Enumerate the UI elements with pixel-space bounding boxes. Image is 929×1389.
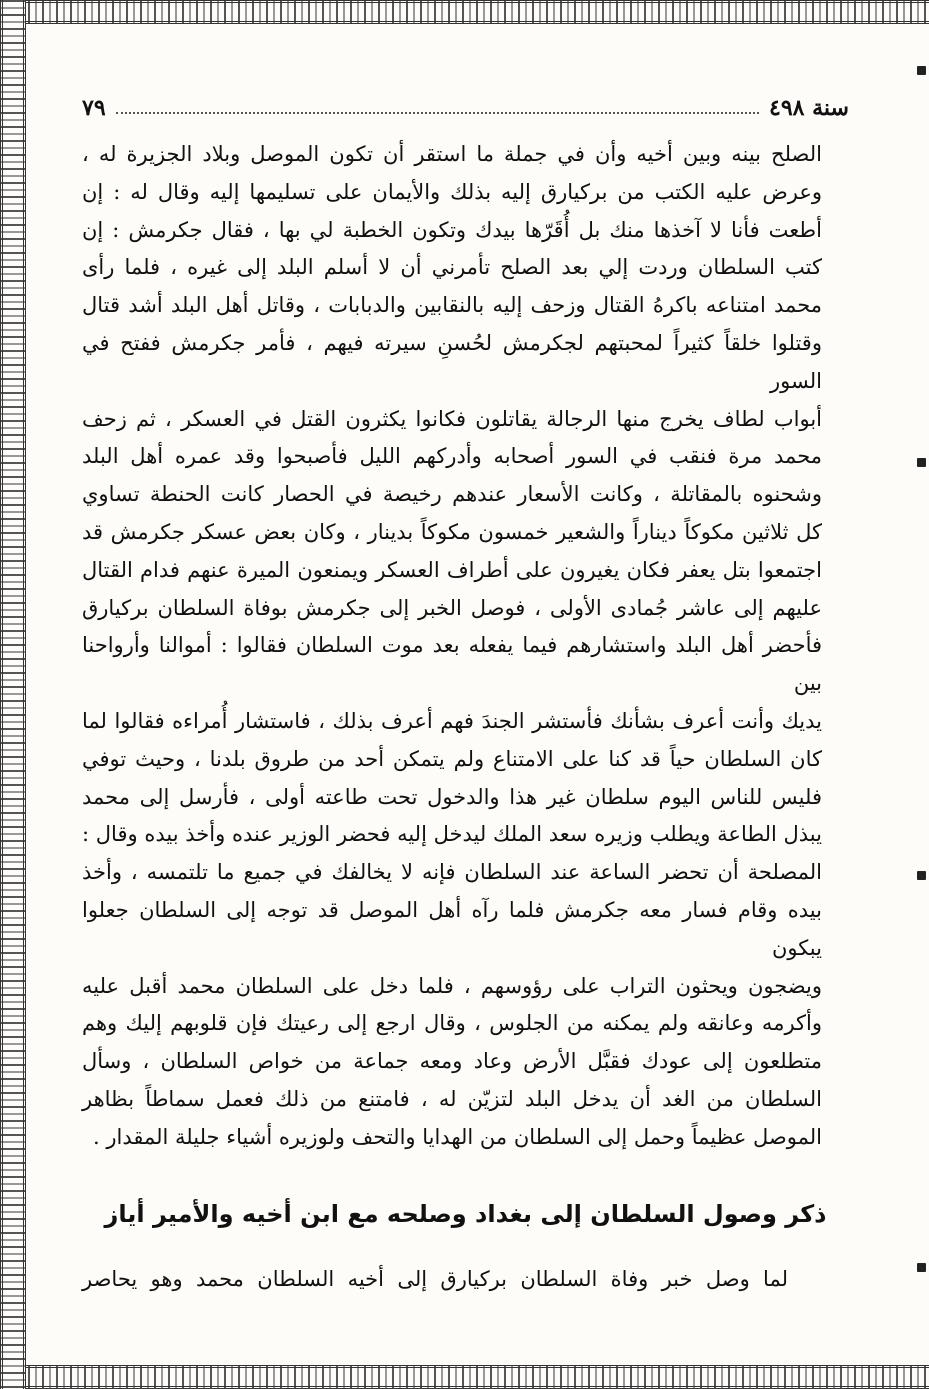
text-line: السلطان من الغد أن يدخل البلد لتزيّن له ، فامتنع من ذلك فعمل سماطاً بظاهر xyxy=(82,1086,822,1111)
text-line: أطعت فأنا لا آخذها منك بل أُقَرّها بيدك وتكون الخطبة لي بها ، فقال جكرمش : إن xyxy=(82,217,822,242)
text-line: وعرض عليه الكتب من بركيارق إليه بذلك والأيمان على تسليمها إليه وقال له : إن xyxy=(82,179,822,204)
margin-bullet-mark xyxy=(917,458,926,467)
text-line: ويضجون ويحثون التراب على رؤوسهم ، فلما دخل على السلطان محمد أقبل عليه xyxy=(82,973,822,998)
year-label: سنة ٤٩٨ xyxy=(769,95,849,121)
text-line: الصلح بينه وبين أخيه وأن في جملة ما استقر أن تكون الموصل وبلاد الجزيرة له ، xyxy=(82,142,822,166)
text-line: المصلحة أن تحضر الساعة عند السلطان فإنه لا يخالفك في جميع ما تلتمسه ، وأخذ xyxy=(82,860,822,885)
main-text-block xyxy=(82,136,822,1157)
section-heading: ذكر وصول السلطان إلى بغداد وصلحه مع ابن أخيه والأمير أياز xyxy=(104,1200,827,1228)
text-line: وقتلوا خلقاً كثيراً لمحبتهم لجكرمش لحُسنِ سيرته فيهم ، فأمر جكرمش ففتح في السور xyxy=(82,330,822,393)
margin-bullet-mark xyxy=(917,871,926,880)
text-line: وأكرمه وعانقه ولم يمكنه من الجلوس ، وقال ارجع إلى رعيتك فإن قلوبهم إليك وهم xyxy=(82,1011,822,1036)
text-line: يبذل الطاعة ويطلب وزيره سعد الملك ليدخل إليه فحضر الوزير عنده وأخذ بيده وقال : xyxy=(82,822,822,847)
text-line: كل ثلاثين مكوكاً ديناراً والشعير خمسون مكوكاً بدينار ، وكان بعض عسكر جكرمش قد xyxy=(82,519,822,544)
text-line: كتب السلطان وردت إلي بعد الصلح تأمرني أن لا أسلم البلد إلى غيره ، فلما رأى xyxy=(82,255,822,280)
text-line: فليس للناس اليوم سلطان غير هذا والدخول تحت طاعته أولى ، فأرسل إلى محمد xyxy=(82,784,822,809)
text-line: اجتمعوا بتل يعفر فكان يغيرون على أطراف العسكر ويمنعون الميرة عنهم فدام القتال xyxy=(82,557,822,582)
text-line: يديك وأنت أعرف بشأنك فأستشر الجندَ فهم أعرف بذلك ، فاستشار أُمراءه فقالوا لما xyxy=(82,708,822,733)
text-line-last: الموصل عظيماً وحمل إلى السلطان من الهدايا والتحف ولوزيره أشياء جليلة المقدار . xyxy=(93,1124,822,1149)
text-line: بيده وقام فسار معه جكرمش فلما رآه أهل الموصل قد توجه إلى السلطان جعلوا يبكون xyxy=(82,897,822,960)
text-line: عليهم إلى عاشر جُمادى الأولى ، فوصل الخبر إلى جكرمش بوفاة السلطان بركيارق xyxy=(82,595,822,620)
page-number: ٧٩ xyxy=(82,95,106,121)
bottom-ornamental-border xyxy=(0,1365,929,1389)
header-dot-leader xyxy=(116,112,759,114)
left-ornamental-border xyxy=(0,0,26,1389)
text-line: فأحضر أهل البلد واستشارهم فيما يفعله بعد موت السلطان فقالوا : أموالنا وأرواحنا بين xyxy=(82,633,822,696)
text-line: متطلعون إلى عودك فقبَّل الأرض وعاد ومعه جماعة من خواص السلطان ، وسأل xyxy=(82,1049,822,1074)
text-line: وشحنوه بالمقاتلة ، وكانت الأسعار عندهم رخيصة في الحصار كانت الحنطة تساوي xyxy=(82,482,822,507)
text-line: محمد مرة فنقب في السور أصحابه وأدركهم الليل فأصبحوا وقد عمره أهل البلد xyxy=(82,444,822,469)
text-line: محمد امتناعه باكرهُ القتال وزحف إليه بالنقابين والدبابات ، وقاتل أهل البلد أشد قتال xyxy=(82,293,822,318)
text-line: كان السلطان حياً قد كنا على الامتناع ولم يتمكن أحد من طروق بلدنا ، وحيث توفي xyxy=(82,746,822,771)
running-header xyxy=(82,94,849,122)
section-first-line: لما وصل خبر وفاة السلطان بركيارق إلى أخيه السلطان محمد وهو يحاصر xyxy=(82,1267,788,1291)
top-ornamental-border xyxy=(0,0,929,24)
text-line: أبواب لطاف يخرج منها الرجالة يقاتلون فكانوا يكثرون القتل في العسكر ، ثم زحف xyxy=(82,406,822,431)
margin-bullet-mark xyxy=(917,1263,926,1272)
margin-bullet-mark xyxy=(917,66,926,75)
